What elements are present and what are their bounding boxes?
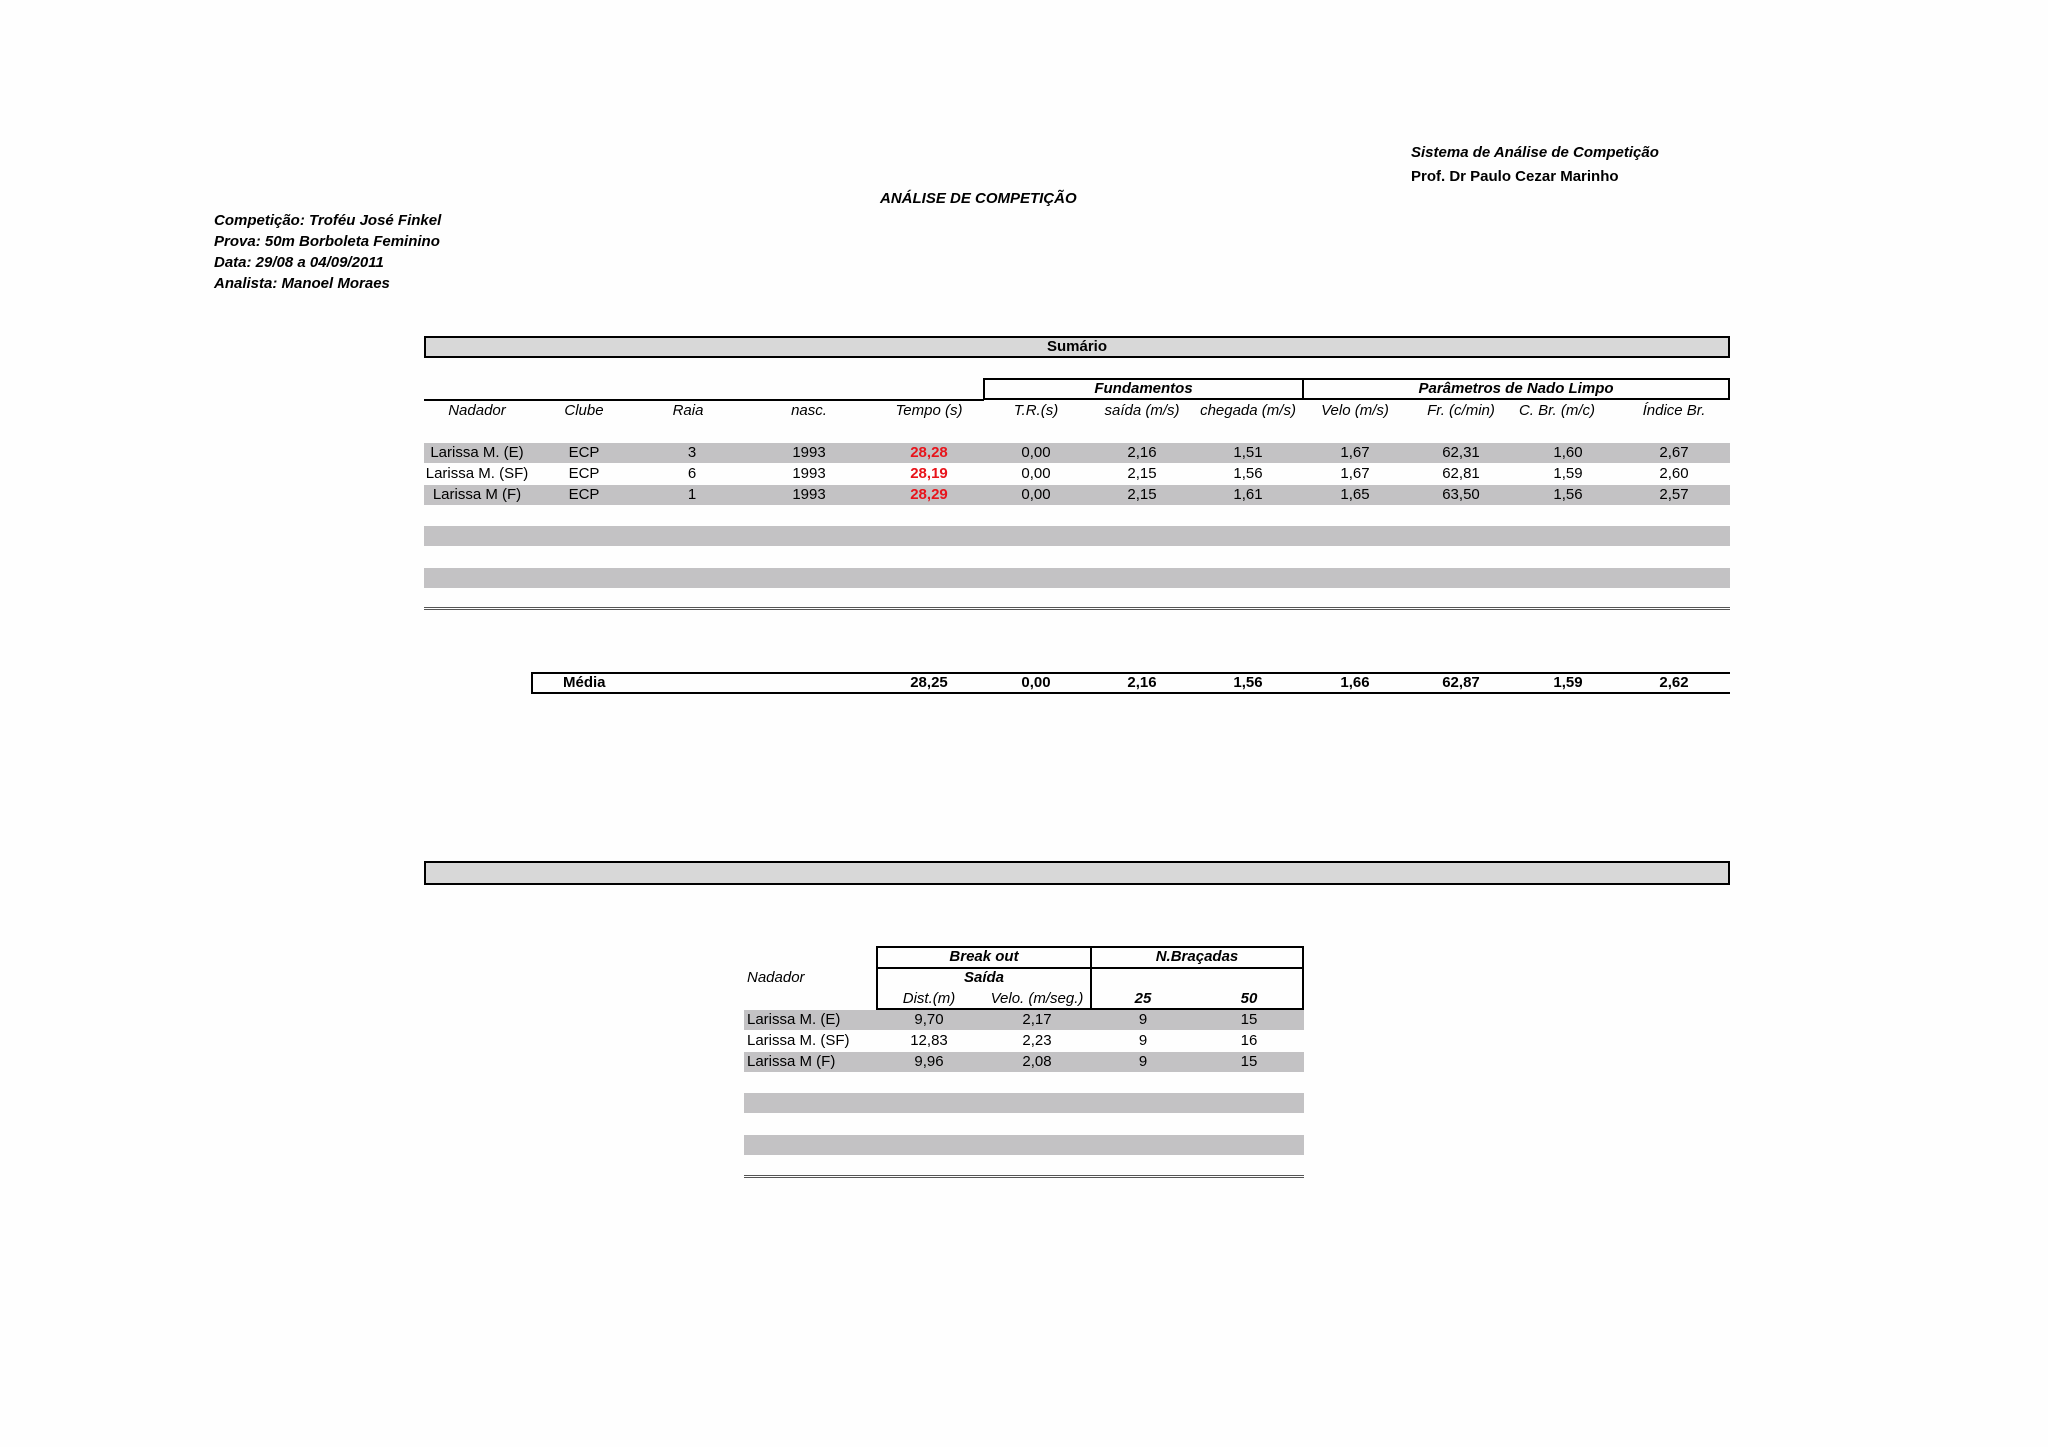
stroke-length: 1,60 — [1553, 444, 1583, 461]
breakout-col-nadador: Nadador — [747, 969, 805, 986]
swimmer-name: Larissa M. (SF) — [425, 465, 529, 482]
report-title: ANÁLISE DE COMPETIÇÃO — [880, 190, 1077, 207]
strokes-50: 15 — [1240, 1011, 1258, 1028]
col-25: 25 — [1134, 990, 1152, 1007]
stroke-index: 2,57 — [1659, 486, 1689, 503]
col-raia: Raia — [672, 402, 704, 419]
club: ECP — [568, 465, 600, 482]
avg-time: 28,25 — [910, 674, 948, 691]
summary-title: Sumário — [1046, 338, 1107, 355]
breakout-velocity: 2,17 — [1022, 1011, 1052, 1028]
swimmer-name: Larissa M (F) — [747, 1053, 836, 1070]
swimmer-name: Larissa M. (SF) — [747, 1032, 850, 1049]
col-fr: Fr. (c/min) — [1427, 402, 1495, 419]
start-speed: 2,15 — [1127, 486, 1157, 503]
avg-finish-speed: 1,56 — [1233, 674, 1263, 691]
birth-year: 1993 — [792, 486, 826, 503]
breakout-bottom-rule — [744, 1175, 1304, 1178]
lane: 3 — [687, 444, 697, 461]
reaction-time: 0,00 — [1021, 465, 1051, 482]
velocity: 1,67 — [1340, 444, 1370, 461]
strokes-25: 9 — [1138, 1011, 1148, 1028]
reaction-time: 0,00 — [1021, 444, 1051, 461]
avg-stroke-index: 2,62 — [1659, 674, 1689, 691]
breakout-distance: 9,96 — [914, 1053, 944, 1070]
avg-stroke-rate: 62,87 — [1442, 674, 1480, 691]
birth-year: 1993 — [792, 465, 826, 482]
swimmer-name: Larissa M (F) — [432, 486, 522, 503]
birth-year: 1993 — [792, 444, 826, 461]
parametros-label: Parâmetros de Nado Limpo — [1418, 380, 1614, 397]
breakout-distance: 9,70 — [914, 1011, 944, 1028]
col-velo-seg: Velo. (m/seg.) — [990, 990, 1084, 1007]
club: ECP — [568, 444, 600, 461]
event-label: Prova: 50m Borboleta Feminino — [214, 233, 440, 250]
breakout-velocity: 2,08 — [1022, 1053, 1052, 1070]
row-band — [424, 526, 1730, 546]
breakout-label: Break out — [949, 948, 1019, 965]
stroke-length: 1,56 — [1553, 486, 1583, 503]
start-speed: 2,16 — [1127, 444, 1157, 461]
row-band — [744, 1093, 1304, 1113]
system-title: Sistema de Análise de Competição — [1411, 144, 1659, 161]
strokes-50: 15 — [1240, 1053, 1258, 1070]
section-divider-bar — [424, 861, 1730, 885]
row-band — [744, 1135, 1304, 1155]
finish-speed: 1,56 — [1233, 465, 1263, 482]
velocity: 1,67 — [1340, 465, 1370, 482]
swimmer-name: Larissa M. (E) — [747, 1011, 841, 1028]
finish-speed: 1,51 — [1233, 444, 1263, 461]
velocity: 1,65 — [1340, 486, 1370, 503]
stroke-index: 2,67 — [1659, 444, 1689, 461]
fundamentos-label: Fundamentos — [1094, 380, 1193, 397]
saida-label: Saída — [963, 969, 1005, 986]
stroke-rate: 63,50 — [1442, 486, 1480, 503]
bracadas-group-divider — [1090, 967, 1304, 969]
row-band — [424, 568, 1730, 588]
strokes-25: 9 — [1138, 1032, 1148, 1049]
col-velo: Velo (m/s) — [1321, 402, 1389, 419]
reaction-time: 0,00 — [1021, 486, 1051, 503]
col-indice: Índice Br. — [1642, 402, 1706, 419]
avg-reaction-time: 0,00 — [1021, 674, 1051, 691]
header-underline — [424, 399, 984, 401]
breakout-distance: 12,83 — [910, 1032, 948, 1049]
strokes-50: 16 — [1240, 1032, 1258, 1049]
time: 28,28 — [910, 444, 948, 461]
breakout-velocity: 2,23 — [1022, 1032, 1052, 1049]
summary-bottom-rule — [424, 607, 1730, 610]
swimmer-name: Larissa M. (E) — [430, 444, 524, 461]
stroke-rate: 62,31 — [1442, 444, 1480, 461]
finish-speed: 1,61 — [1233, 486, 1263, 503]
stroke-length: 1,59 — [1553, 465, 1583, 482]
stroke-index: 2,60 — [1659, 465, 1689, 482]
col-nadador: Nadador — [448, 402, 506, 419]
competition-label: Competição: Troféu José Finkel — [214, 212, 442, 229]
col-tr: T.R.(s) — [1013, 402, 1059, 419]
col-dist: Dist.(m) — [902, 990, 956, 1007]
analyst-label: Analista: Manoel Moraes — [214, 275, 390, 292]
time: 28,29 — [910, 486, 948, 503]
club: ECP — [568, 486, 600, 503]
col-clube: Clube — [564, 402, 604, 419]
lane: 6 — [687, 465, 697, 482]
time: 28,19 — [910, 465, 948, 482]
col-saida: saída (m/s) — [1104, 402, 1180, 419]
avg-stroke-length: 1,59 — [1553, 674, 1583, 691]
col-tempo: Tempo (s) — [895, 402, 963, 419]
average-label: Média — [563, 674, 606, 691]
col-50: 50 — [1240, 990, 1258, 1007]
col-cbr: C. Br. (m/c) — [1518, 402, 1596, 419]
date-label: Data: 29/08 a 04/09/2011 — [214, 254, 384, 271]
author-name: Prof. Dr Paulo Cezar Marinho — [1411, 168, 1619, 185]
start-speed: 2,15 — [1127, 465, 1157, 482]
lane: 1 — [687, 486, 697, 503]
stroke-rate: 62,81 — [1442, 465, 1480, 482]
avg-start-speed: 2,16 — [1127, 674, 1157, 691]
bracadas-label: N.Braçadas — [1155, 948, 1239, 965]
strokes-25: 9 — [1138, 1053, 1148, 1070]
col-nasc: nasc. — [791, 402, 827, 419]
avg-velocity: 1,66 — [1340, 674, 1370, 691]
col-chegada: chegada (m/s) — [1200, 402, 1296, 419]
